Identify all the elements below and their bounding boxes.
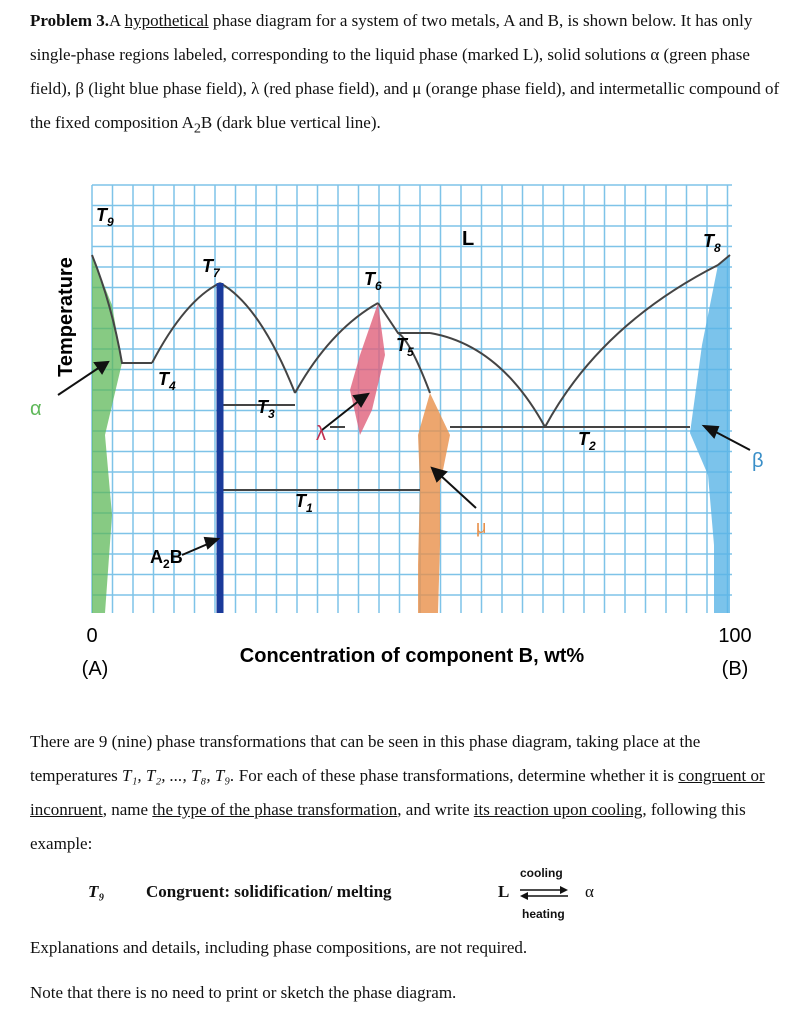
temperatures-list: T₁, T₂, ..., T₈, T₉. [122,766,235,785]
mu-phase-field [418,393,450,613]
t3-label: $T_3$ [257,397,275,421]
t8-label: $T_8$ [703,231,721,255]
example-temp: T₉ [88,882,105,901]
phase-boundaries [92,255,730,490]
example-cooling: cooling [520,866,563,880]
x-right-value: 100 [718,625,752,647]
explanations-note: Explanations and details, including phase compositions, are not required. [30,938,528,957]
transformations-paragraph: There are 9 (nine) phase transformations that can be seen in this phase diagram, taking place at the temperatures T₁, T₂, ..., T₈, T₉. For each of these phase transformations, determine whether it is congruent or inconruent, name the type of the phase transformation, and write its reaction upon cooling, following this example: [30,732,765,853]
example-description: Congruent: solidification/ melting [146,882,392,901]
liquid-label: L [462,228,475,250]
equilibrium-arrows [518,885,570,901]
grid [92,185,732,613]
lambda-label: λ [316,423,326,445]
beta-label: β [752,450,764,472]
problem-intro: Problem 3.A hypothetical phase diagram for a system of two metals, A and B, is shown below. It has only single-phase regions labeled, corresponding to the liquid phase (marked L), solid solutions α (green phase field), β (light blue phase field), λ (red phase field), and μ (orange phase field), and intermetallic compound of the fixed composition $A_2B$ (dark blue vertical line). [30,11,780,137]
alpha-label: α [30,398,42,420]
t2-label: $T_2$ [578,429,596,453]
type-underlined: the type of the phase transformation [152,800,398,819]
temperature-axis-label: Temperature [55,257,77,377]
x-left-name: (A) [81,658,109,680]
problem-number: Problem 3. [30,11,110,30]
example-right-phase: α [585,882,594,901]
final-note: Note that there is no need to print or sketch the phase diagram. [30,983,457,1002]
compound-a2b-label: $A_2B$ [150,547,183,571]
x-axis-label: Concentration of component B, wt% [239,645,585,667]
phase-diagram [0,145,797,690]
t7-label: $T_7$ [202,256,220,280]
t4-label: $T_4$ [158,369,176,393]
congruent-underlined: congruent or inconruent [30,766,765,819]
example-left-phase: L [498,882,510,901]
reaction-underlined: its reaction upon cooling [473,800,643,819]
t9-label: $T_9$ [96,205,114,229]
hypothetical-underlined: hypothetical [124,11,209,30]
t1-label: $T_1$ [295,491,313,515]
t5-label: $T_5$ [396,335,414,359]
mu-label: μ [476,517,487,537]
example-heating: heating [522,907,565,921]
x-left-value: 0 [86,625,98,647]
temperature-labels [96,205,721,515]
t6-label: $T_6$ [364,269,382,293]
x-right-name: (B) [721,658,749,680]
